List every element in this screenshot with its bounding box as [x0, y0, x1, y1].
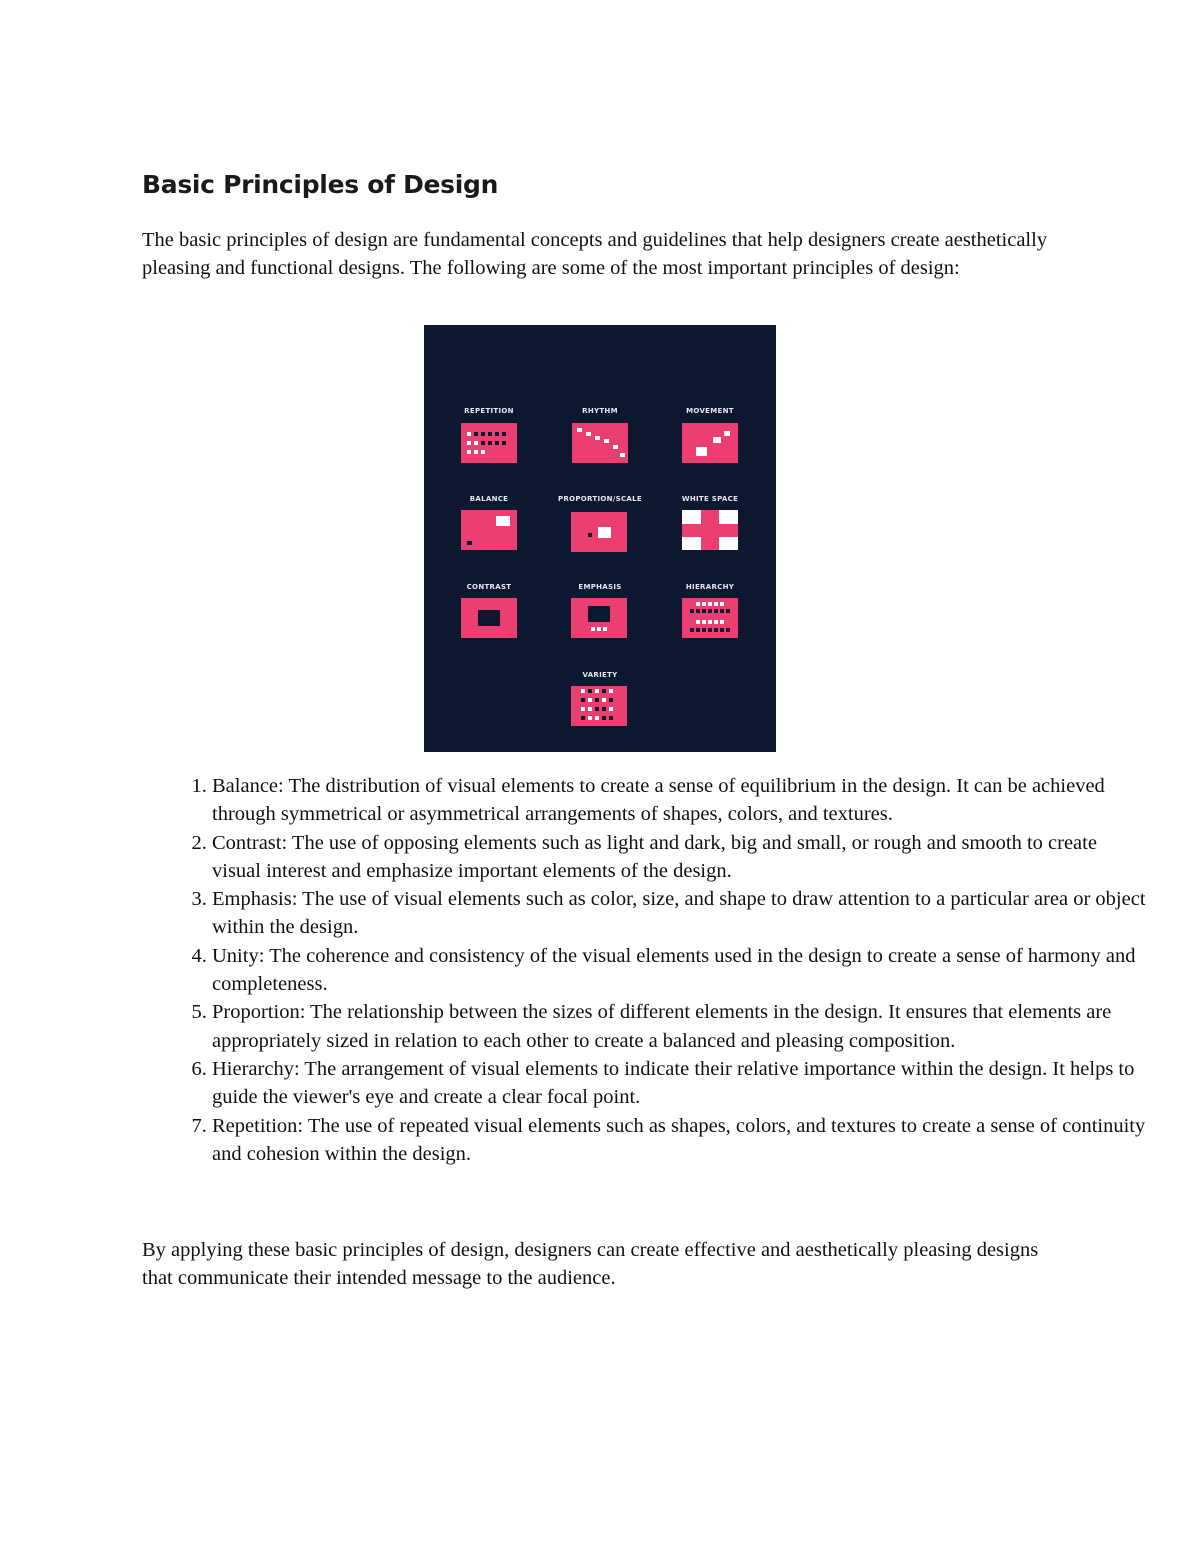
tile-square [495, 441, 499, 445]
rhythm-tile [572, 423, 628, 463]
tile-square [708, 602, 712, 606]
tile-square [714, 609, 718, 613]
tile-square [714, 628, 718, 632]
tile-square [598, 527, 611, 538]
poster-label-white-space: WHITE SPACE [681, 495, 739, 503]
tile-square [714, 602, 718, 606]
hierarchy-tile [682, 598, 738, 638]
tile-square [609, 707, 613, 711]
list-item-contrast: 2. Contrast: The use of opposing elements such as light and dark, big and small, or rough and smooth to create visual interest and emphasize important elements of the design. [212, 829, 1147, 886]
tile-square [602, 716, 606, 720]
contrast-tile [461, 598, 517, 638]
tile-square [708, 628, 712, 632]
tile-square [714, 620, 718, 624]
tile-square [586, 432, 591, 436]
tile-square [696, 628, 700, 632]
tile-square [719, 537, 738, 550]
tile-square [604, 439, 609, 443]
tile-square [496, 516, 510, 526]
tile-square [620, 453, 625, 457]
tile-square [467, 541, 472, 545]
tile-square [595, 436, 600, 440]
tile-square [713, 437, 721, 443]
poster-title: 10 PRINCIPLES OF DESIGN [69, 354, 283, 370]
tile-square [696, 609, 700, 613]
tile-square [720, 620, 724, 624]
tile-square [581, 707, 585, 711]
tile-square [581, 698, 585, 702]
tile-square [488, 432, 492, 436]
tile-square [720, 609, 724, 613]
poster-label-balance: BALANCE [469, 495, 509, 503]
proportion-scale-tile [571, 512, 627, 552]
emphasis-tile [571, 598, 627, 638]
tile-square [481, 441, 485, 445]
tile-square [488, 441, 492, 445]
white-space-tile [682, 510, 738, 550]
tile-square [597, 627, 601, 631]
repetition-tile [461, 423, 517, 463]
tile-square [467, 441, 471, 445]
tile-square [581, 716, 585, 720]
list-item-hierarchy: 6. Hierarchy: The arrangement of visual elements to indicate their relative importance within the design. It helps to guide the viewer's eye and create a clear focal point. [212, 1055, 1147, 1112]
principles-list [142, 772, 1147, 1168]
tile-square [682, 537, 701, 550]
tile-square [588, 533, 592, 537]
tile-square [481, 432, 485, 436]
tile-square [481, 450, 485, 454]
movement-tile [682, 423, 738, 463]
poster-label-repetition: REPETITION [464, 407, 514, 415]
tile-square [609, 689, 613, 693]
poster-label-proportion-scale: PROPORTION/SCALE [557, 495, 642, 503]
tile-square [595, 698, 599, 702]
tile-square [588, 707, 592, 711]
tile-square [726, 609, 730, 613]
variety-tile [571, 686, 627, 726]
tile-square [502, 432, 506, 436]
tile-square [720, 628, 724, 632]
tile-square [588, 698, 592, 702]
tile-square [702, 620, 706, 624]
balance-tile [461, 510, 517, 550]
tile-square [719, 510, 738, 524]
poster-label-movement: MOVEMENT [686, 407, 734, 415]
tile-square [696, 620, 700, 624]
tile-square [690, 609, 694, 613]
tile-square [724, 431, 730, 436]
tile-square [495, 432, 499, 436]
tile-square [602, 698, 606, 702]
poster-label-rhythm: RHYTHM [582, 407, 618, 415]
tile-square [478, 610, 500, 626]
tile-square [581, 689, 585, 693]
tile-square [577, 428, 582, 432]
tile-square [609, 698, 613, 702]
tile-square [467, 432, 471, 436]
tile-square [696, 602, 700, 606]
tile-square [588, 716, 592, 720]
intro-paragraph: The basic principles of design are fundamental concepts and guidelines that help designers create aesthetically pleasing and functional designs. The following are some of the most important principles of design: [142, 229, 1048, 280]
tile-square [595, 689, 599, 693]
poster-label-contrast: CONTRAST [466, 583, 512, 591]
tile-square [726, 628, 730, 632]
tile-square [702, 602, 706, 606]
list-item-proportion: 5. Proportion: The relationship between the sizes of different elements in the design. It ensures that elements are appropriately sized in relation to each other to create a balanced and pleasing composition. [212, 998, 1147, 1055]
tile-square [609, 716, 613, 720]
poster-label-emphasis: EMPHASIS [578, 583, 622, 591]
tile-square [467, 450, 471, 454]
tile-square [702, 609, 706, 613]
poster-label-variety: VARIETY [582, 671, 618, 679]
tile-square [588, 606, 610, 622]
tile-square [591, 627, 595, 631]
tile-square [595, 716, 599, 720]
tile-square [708, 609, 712, 613]
tile-square [602, 707, 606, 711]
tile-square [502, 441, 506, 445]
tile-square [474, 441, 478, 445]
list-item-balance: 1. Balance: The distribution of visual elements to create a sense of equilibrium in the design. It can be achieved through symmetrical or asymmetrical arrangements of shapes, colors, and textures. [212, 772, 1147, 829]
tile-square [595, 707, 599, 711]
closing-paragraph: By applying these basic principles of design, designers can create effective and aesthetically pleasing designs that communicate their intended message to the audience. [142, 1239, 1039, 1290]
tile-square [613, 445, 618, 449]
tile-square [690, 628, 694, 632]
poster-label-hierarchy: HIERARCHY [685, 583, 735, 591]
tile-square [603, 627, 607, 631]
tile-square [474, 432, 478, 436]
tile-square [696, 447, 707, 456]
tile-square [708, 620, 712, 624]
tile-square [720, 602, 724, 606]
document-heading: Basic Principles of Design [142, 170, 499, 199]
list-item-repetition: 7. Repetition: The use of repeated visual elements such as shapes, colors, and textures to create a sense of continuity and cohesion within the design. [212, 1112, 1147, 1169]
tile-square [602, 689, 606, 693]
list-item-emphasis: 3. Emphasis: The use of visual elements such as color, size, and shape to draw attention to a particular area or object within the design. [212, 885, 1147, 942]
tile-square [702, 628, 706, 632]
list-item-unity: 4. Unity: The coherence and consistency of the visual elements used in the design to create a sense of harmony and completeness. [212, 942, 1147, 999]
tile-square [588, 689, 592, 693]
tile-square [474, 450, 478, 454]
tile-square [682, 510, 701, 524]
